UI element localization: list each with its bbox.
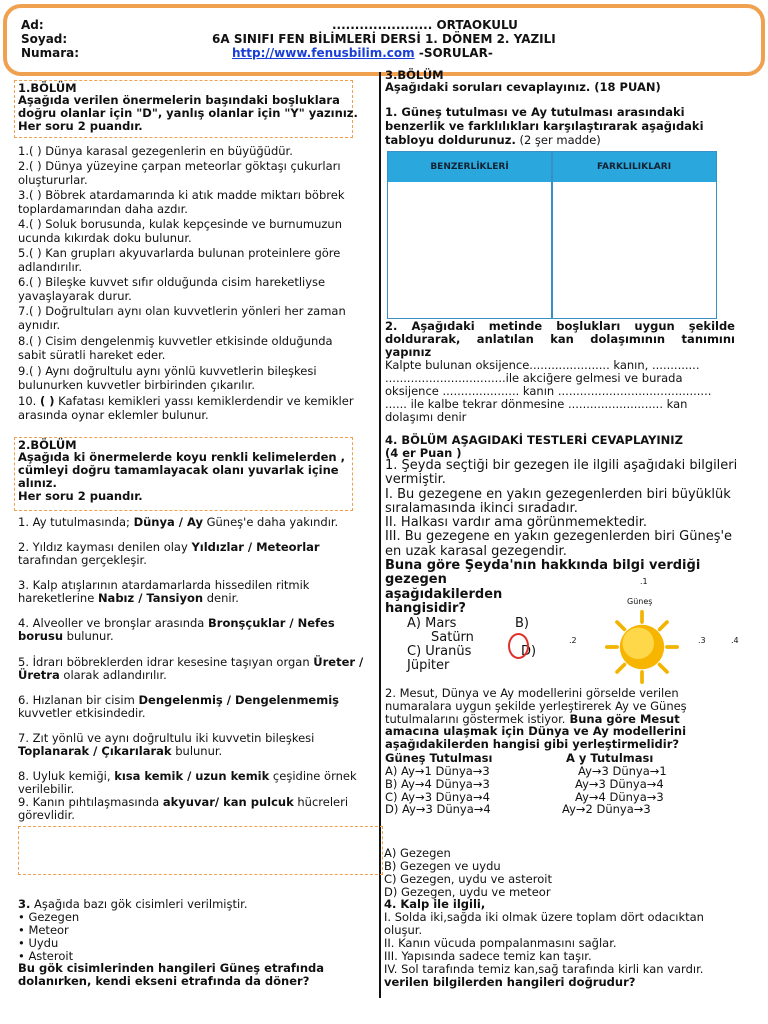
t1-prompt: aşağıdakilerden — [385, 586, 503, 602]
open-question-1-cont: benzerlik ve farklılıkları karşılaştırarak aşağıdaki — [385, 119, 704, 133]
t1-line: 1. Şeyda seçtiği bir gezegen ile ilgili aşağıdaki bilgileri — [385, 458, 738, 473]
differences-cell[interactable] — [553, 184, 715, 316]
t2-option-d[interactable]: D) Ay→3 Dünya→4 — [385, 802, 491, 816]
s9-text-end: hücreleri — [293, 795, 349, 809]
fill-text-line: .................................ile akciğere gelmesi ve burada — [385, 371, 683, 385]
section2-points: Her soru 2 puandır. — [18, 489, 143, 503]
sky-object-item: • Uydu — [18, 936, 59, 950]
sky-object-item: • Gezegen — [18, 910, 80, 924]
s8-text: 8. Uyluk kemiği, — [18, 769, 115, 783]
s1-text: 1. Ay tutulmasında; — [18, 515, 134, 529]
number-label: Numara: — [21, 46, 80, 60]
q3-option-a[interactable]: A) Gezegen — [384, 846, 451, 860]
option-d[interactable]: D) — [521, 644, 537, 659]
s2-text: 2. Yıldız kayması denilen olay — [18, 540, 192, 554]
s3-text-end: denir. — [203, 591, 239, 605]
t2-prompt: amacına ulaşmak için Dünya ve Ay modellerini — [385, 724, 687, 739]
fill-text-line: oksijence ..................... kanın .......................................... — [385, 384, 712, 398]
open-question-2: 2. Aşağıdaki metinde boşlukları uygun şekilde — [385, 319, 735, 333]
open-question-1-cont — [385, 133, 601, 147]
s5-choices-cont[interactable]: Üretra — [18, 668, 60, 682]
name-label: Ad: — [21, 18, 44, 32]
differences-header: FARKLILIKLARI — [552, 152, 716, 182]
choice-question-9-cont: görevlidir. — [18, 808, 75, 822]
open-question-2-cont: yapınız — [385, 345, 432, 359]
t1-line: sıralamasında ikinci sıradadır. — [385, 500, 578, 516]
heart-statement-4: IV. Sol tarafında temiz kan,sağ tarafında kirli kan vardır. — [384, 962, 704, 976]
position-label: .4 — [731, 636, 739, 645]
s2-choices[interactable]: Yıldızlar / Meteorlar — [191, 540, 320, 554]
choice-question-7-cont — [18, 744, 222, 758]
lunar-eclipse-header: A y Tutulması — [566, 751, 654, 765]
tf-question-8-cont: sabit süratli hareket eder. — [18, 348, 166, 362]
q1-points: (2 şer madde) — [515, 133, 601, 147]
choice-question-2-cont: tarafından gerçekleşir. — [18, 553, 147, 567]
t2-prompt: aşağıdakilerden hangisi gibi yerleştirmelidir? — [385, 737, 680, 752]
option-d-text: Jüpiter — [407, 658, 450, 673]
s5-text: 5. İdrarı böbreklerden idrar kesesine taşıyan organ — [18, 655, 314, 669]
t1-line: I. Bu gezegene en yakın gezegenlerden biri büyüklük — [385, 486, 731, 502]
choice-question-2 — [18, 540, 320, 554]
q1-text: tabloyu doldurunuz. — [385, 133, 516, 147]
s5-choices[interactable]: Üreter / — [313, 655, 364, 669]
choice-question-5-cont — [18, 668, 167, 682]
section2-instruction: Aşağıda ki önermelerde koyu renkli kelimelerden , — [18, 450, 345, 464]
section3-title: 3.BÖLÜM — [385, 68, 444, 82]
sky-object-item: • Asteroit — [18, 949, 74, 963]
s3-choices[interactable]: Nabız / Tansiyon — [97, 591, 204, 605]
t2-option-b[interactable]: B) Ay→4 Dünya→3 — [385, 777, 490, 791]
sorular-label: -SORULAR- — [414, 46, 493, 60]
open-question-1: 1. Güneş tutulması ve Ay tutulması arasındaki — [385, 105, 685, 119]
fill-text-line: ...... ile kalbe tekrar dönmesine .......................... kan — [385, 397, 688, 411]
heart-question-prompt: verilen bilgilerden hangileri doğrudur? — [384, 975, 636, 989]
tf-question-6: 6.( ) Bileşke kuvvet sıfır olduğunda cisim hareketliyse — [18, 275, 326, 289]
section1-instruction: doğru olanlar için "D", yanlış olanlar için "Y" yazınız. — [18, 106, 358, 120]
choice-question-5 — [18, 655, 363, 669]
s8-choices[interactable]: kısa kemik / uzun kemik — [114, 769, 270, 783]
choice-question-4-cont — [18, 629, 114, 643]
choice-question-8-cont: verilebilir. — [18, 782, 75, 796]
heart-statement-2: II. Kanın vücuda pompalanmasını sağlar. — [384, 936, 617, 950]
sky-objects-prompt: Bu gök cisimlerinden hangileri Güneş etrafında — [18, 961, 325, 975]
q3-option-b[interactable]: B) Gezegen ve uydu — [384, 859, 501, 873]
choice-question-6-cont: kuvvetler etkisindedir. — [18, 706, 146, 720]
sun-label: Güneş — [627, 597, 653, 606]
t2-option-c-lunar: Ay→4 Dünya→3 — [575, 790, 664, 804]
tf-question-5: 5.( ) Kan grupları akyuvarlarda bulunan proteinlere göre — [18, 246, 341, 260]
section1-title: 1.BÖLÜM — [18, 81, 77, 95]
q3-number: 3. — [18, 897, 31, 911]
s4-text-end: bulunur. — [63, 629, 114, 643]
section1-points: Her soru 2 puandır. — [18, 119, 143, 133]
comparison-table — [387, 151, 717, 319]
empty-dashed-box — [18, 826, 383, 875]
t1-line: III. Bu gezegene en yakın gezegenlerden biri Güneş'e — [385, 529, 733, 545]
exam-subtitle — [232, 46, 493, 60]
tf-question-7: 7.( ) Doğrultuları aynı olan kuvvetlerin yönleri her zaman — [18, 304, 346, 318]
section4-title: 4. BÖLÜM AŞAGIDAKİ TESTLERİ CEVAPLAYINIZ — [385, 433, 683, 447]
heart-statement-3: III. Yapısında sadece temiz kan taşır. — [384, 949, 592, 963]
surname-label: Soyad: — [21, 32, 68, 46]
position-label: .2 — [569, 636, 577, 645]
t1-line: en uzak karasal gezegendir. — [385, 543, 567, 559]
choice-question-7: 7. Zıt yönlü ve aynı doğrultulu iki kuvvetin bileşkesi — [18, 731, 315, 745]
test-question-1 — [385, 459, 737, 616]
fill-text-line: dolaşımı denir — [385, 410, 467, 424]
t2-line: 2. Mesut, Dünya ve Ay modellerini görselde verilen — [385, 686, 679, 700]
q10-blank: ( ) — [39, 394, 55, 408]
heart-statement-1-cont: oluşur. — [384, 923, 423, 937]
option-a[interactable]: A) Mars — [407, 616, 457, 631]
tf-question-3: 3.( ) Böbrek atardamarında ki atık madde miktarı böbrek — [18, 188, 345, 202]
section1-instruction: Aşağıda verilen önermelerin başındaki boşluklara — [18, 93, 340, 107]
s6-text: 6. Hızlanan bir cisim — [18, 693, 139, 707]
test-question-2 — [385, 687, 687, 751]
section4-points: (4 er Puan ) — [385, 446, 462, 460]
sun-icon — [605, 610, 679, 684]
t2-option-a-lunar: Ay→3 Dünya→1 — [578, 764, 667, 778]
exam-header — [3, 4, 765, 76]
t1-prompt: Buna göre Şeyda'nın hakkında bilgi verdiği — [385, 558, 701, 574]
heart-statement-1: I. Solda iki,sağda iki olmak üzere toplam dört odacıktan — [384, 910, 704, 924]
q10-text: Kafatası kemikleri yassı kemiklerdendir ve kemikler — [54, 394, 354, 408]
s4-text: 4. Alveoller ve bronşlar arasında — [18, 616, 209, 630]
t2-line: tutulmalarını göstermek istiyor. — [385, 711, 566, 726]
s9-text: 9. Kanın pıhtılaşmasında — [18, 795, 163, 809]
answer-mark-circle — [508, 633, 529, 659]
t1-prompt: hangisidir? — [385, 600, 466, 616]
t1-line: II. Halkası vardır ama görünmemektedir. — [385, 515, 648, 531]
tf-question-4: 4.( ) Soluk borusunda, kulak kepçesinde ve burnumuzun — [18, 217, 342, 231]
tf-question-10-cont: arasında oynar eklemler bulunur. — [18, 408, 209, 422]
tf-question-7-cont: aynıdır. — [18, 318, 61, 332]
section3-instruction: Aşağıdaki soruları cevaplayınız. (18 PUAN) — [385, 80, 661, 94]
option-b-text: Satürn — [431, 630, 474, 645]
s5-text-end: olarak adlandırılır. — [59, 668, 167, 682]
choice-question-6 — [18, 693, 339, 707]
tf-question-9-cont: bulunurken kuvvetler birbirinden çıkarılır. — [18, 378, 256, 392]
s4-choices-cont[interactable]: borusu — [18, 629, 64, 643]
s6-choices[interactable]: Dengelenmiş / Dengelenmemiş — [138, 693, 339, 707]
s1-choices[interactable]: Dünya / Ay — [133, 515, 203, 529]
tf-question-1: 1.( ) Dünya karasal gezegenlerin en büyüğüdür. — [18, 144, 293, 158]
s9-choices[interactable]: akyuvar/ kan pulcuk — [162, 795, 294, 809]
q10-number: 10. — [18, 394, 40, 408]
website-link[interactable]: http://www.fenusbilim.com — [232, 46, 415, 60]
choice-question-9 — [18, 795, 348, 809]
choice-question-3-cont — [18, 591, 239, 605]
q3-option-d[interactable]: D) Gezegen, uydu ve meteor — [384, 885, 551, 899]
s4-choices[interactable]: Bronşçuklar / Nefes — [208, 616, 335, 630]
t2-option-c[interactable]: C) Ay→3 Dünya→4 — [385, 790, 490, 804]
sky-objects-prompt: dolanırken, kendi ekseni etrafında da döner? — [18, 974, 310, 988]
solar-eclipse-header: Güneş Tutulması — [385, 751, 493, 765]
choice-question-4 — [18, 616, 335, 630]
exam-title: 6A SINIFI FEN BİLİMLERİ DERSİ 1. DÖNEM 2. YAZILI — [212, 32, 556, 46]
tf-question-6-cont: yavaşlayarak durur. — [18, 289, 132, 303]
sky-object-item: • Meteor — [18, 923, 69, 937]
sky-objects-question — [18, 897, 248, 911]
fill-text-line: Kalpte bulunan oksijence...................... kanın, ............. — [385, 358, 700, 372]
q3-text: Aşağıda bazı gök cisimleri verilmiştir. — [30, 897, 248, 911]
position-label: .3 — [698, 636, 706, 645]
tf-question-3-cont: toplardamarından daha azdır. — [18, 202, 188, 216]
section2-instruction: alınız. — [18, 476, 57, 490]
heart-question-title: 4. Kalp ile ilgili, — [384, 897, 486, 911]
tf-question-2: 2.( ) Dünya yüzeyine çarpan meteorlar göktaşı çukurları — [18, 159, 341, 173]
option-b[interactable]: B) — [515, 616, 529, 631]
t2-line: numaralara uygun şekilde yerleştirerek Ay ve Güneş — [385, 698, 687, 713]
tf-question-4-cont: ucunda kıkırdak doku bulunur. — [18, 231, 192, 245]
tf-question-8: 8.( ) Cisim dengelenmiş kuvvetler etkisinde olduğunda — [18, 334, 333, 348]
choice-question-1 — [18, 515, 338, 529]
choice-question-3: 3. Kalp atışlarının atardamarlarda hissedilen ritmik — [18, 578, 310, 592]
s7-text-end: bulunur. — [171, 744, 223, 758]
tf-question-2-cont: oluştururlar. — [18, 173, 88, 187]
s8-text-end: çeşidine örnek — [269, 769, 357, 783]
t2-option-d-lunar: Ay→2 Dünya→3 — [562, 802, 651, 816]
s3-text: hareketlerine — [18, 591, 98, 605]
t1-line: vermiştir. — [385, 472, 446, 488]
t2-option-b-lunar: Ay→3 Dünya→4 — [575, 777, 664, 791]
choice-question-8 — [18, 769, 357, 783]
section2-instruction: cümleyi doğru tamamlayacak olanı yuvarlak içine — [18, 463, 339, 477]
similarities-cell[interactable] — [388, 184, 550, 316]
s1-text-end: Güneş'e daha yakındır. — [202, 515, 339, 529]
section2-title: 2.BÖLÜM — [18, 438, 77, 452]
t2-prompt: Buna göre Mesut — [565, 711, 680, 726]
similarities-header: BENZERLİKLERİ — [388, 152, 551, 182]
open-question-2-cont: doldurarak, anlatılan kan dolaşımının tanımını — [385, 332, 735, 346]
tf-question-10 — [18, 394, 354, 408]
position-label: .1 — [640, 577, 648, 586]
t2-option-a[interactable]: A) Ay→1 Dünya→3 — [385, 764, 490, 778]
option-c[interactable]: C) Uranüs — [407, 644, 472, 659]
school-name: ...................... ORTAOKULU — [332, 18, 518, 32]
q3-option-c[interactable]: C) Gezegen, uydu ve asteroit — [384, 872, 552, 886]
s7-choices[interactable]: Toplanarak / Çıkarılarak — [18, 744, 172, 758]
tf-question-5-cont: adlandırılır. — [18, 260, 83, 274]
t1-prompt: gezegen — [385, 572, 447, 588]
tf-question-9: 9.( ) Aynı doğrultulu aynı yönlü kuvvetlerin bileşkesi — [18, 364, 317, 378]
